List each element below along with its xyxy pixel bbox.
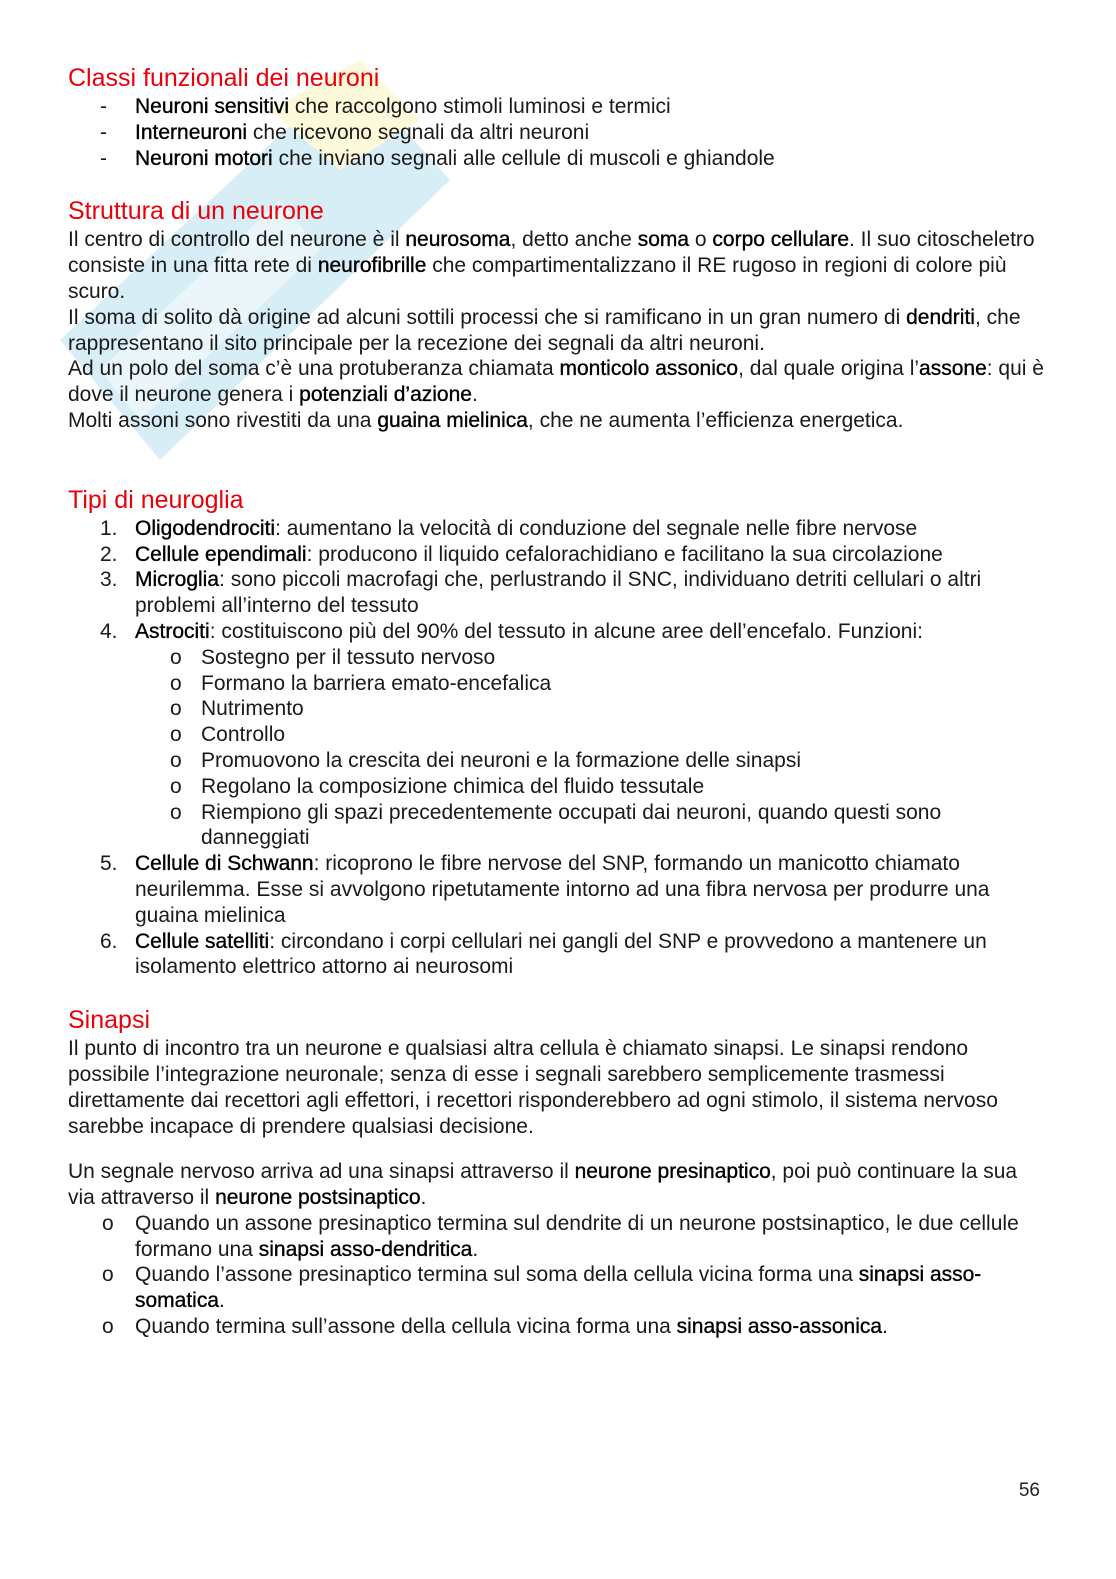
list-item: 3. Microglia: sono piccoli macrofagi che, perlustrando il SNC, individuano detriti cellulari o altri problemi all’interno del tessuto	[100, 568, 982, 618]
list-funzioni-astrociti	[68, 645, 1048, 851]
list-item: o Promuovono la crescita dei neuroni e la formazione delle sinapsi	[170, 748, 801, 772]
heading-tipi-neuroglia: Tipi di neuroglia	[68, 485, 244, 514]
list-neuroglia-cont	[68, 851, 1048, 980]
paragraph-struttura-3: Ad un polo del soma c’è una protuberanza chiamata monticolo assonico, dal quale origina l’assone: qui è dove il neurone genera i potenziali d’azione.	[68, 357, 1044, 407]
paragraph-sinapsi-2: Un segnale nervoso arriva ad una sinapsi attraverso il neurone presinaptico, poi può continuare la sua via attraverso il neurone postsinaptico.	[68, 1160, 1018, 1210]
heading-classi-funzionali: Classi funzionali dei neuroni	[68, 64, 380, 92]
paragraph-struttura-1: Il centro di controllo del neurone è il neurosoma, detto anche soma o corpo cellulare. Il suo citoscheletro consiste in una fitta rete di neurofibrille che compartimentalizzano il RE rugoso in regioni di colore più scuro.	[68, 228, 1035, 303]
document-page	[68, 62, 1048, 1340]
list-item: 6. Cellule satelliti: circondano i corpi cellulari nei gangli del SNP e provvedono a mantenere un isolamento elettrico attorno ai neurosomi	[100, 929, 987, 979]
list-item: - Interneuroni che ricevono segnali da altri neuroni	[100, 120, 590, 144]
list-item: o Sostegno per il tessuto nervoso	[170, 645, 496, 669]
list-item: o Riempiono gli spazi precedentemente occupati dai neuroni, quando questi sono danneggiati	[170, 800, 942, 850]
heading-struttura-neurone: Struttura di un neurone	[68, 197, 324, 226]
list-item: o Nutrimento	[170, 697, 304, 721]
heading-sinapsi: Sinapsi	[68, 1006, 150, 1035]
list-item: 2. Cellule ependimali: producono il liquido cefalorachidiano e facilitano la sua circolazione	[100, 542, 943, 566]
list-item: o Regolano la composizione chimica del fluido tessutale	[170, 774, 705, 798]
page-number: 56	[1018, 1480, 1040, 1501]
paragraph-struttura-2: Il soma di solito dà origine ad alcuni sottili processi che si ramificano in un gran numero di dendriti, che rappresentano il sito principale per la recezione dei segnali da altri neuroni.	[68, 305, 1021, 355]
list-item: 5. Cellule di Schwann: ricoprono le fibre nervose del SNP, formando un manicotto chiamato neurilemma. Esse si avvolgono ripetutamente intorno ad una fibra nervosa per produrre una guaina mielinica	[100, 852, 990, 927]
list-item: 4. Astrociti: costituiscono più del 90% del tessuto in alcune aree dell’encefalo. Funzioni:	[100, 619, 923, 643]
paragraph-struttura-4: Molti assoni sono rivestiti da una guaina mielinica, che ne aumenta l’efficienza energetica.	[68, 408, 904, 432]
list-item: o Quando l’assone presinaptico termina sul soma della cellula vicina forma una sinapsi asso-somatica.	[102, 1263, 982, 1313]
list-tipi-sinapsi	[68, 1211, 1048, 1340]
list-neuroglia	[68, 516, 1048, 645]
list-classi-funzionali	[68, 94, 1048, 171]
list-item: o Quando termina sull’assone della cellula vicina forma una sinapsi asso-assonica.	[102, 1315, 888, 1339]
list-item: - Neuroni sensitivi che raccolgono stimoli luminosi e termici	[100, 95, 671, 118]
paragraph-sinapsi-1: Il punto di incontro tra un neurone e qualsiasi altra cellula è chiamato sinapsi. Le sinapsi rendono possibile l’integrazione neuronale; senza di esse i segnali sarebbero semplicemente trasmessi direttamente dai recettori agli effettori, i recettori risponderebbero ad ogni stimolo, il sistema nervoso sarebbe incapace di prendere qualsiasi decisione.	[68, 1037, 998, 1138]
list-item: o Quando un assone presinaptico termina sul dendrite di un neurone postsinaptico, le due cellule formano una sinapsi asso-dendritica.	[102, 1211, 1019, 1261]
list-item: 1. Oligodendrociti: aumentano la velocità di conduzione del segnale nelle fibre nervose	[100, 516, 918, 540]
list-item: - Neuroni motori che inviano segnali alle cellule di muscoli e ghiandole	[100, 146, 775, 170]
list-item: o Formano la barriera emato-encefalica	[170, 671, 552, 695]
list-item: o Controllo	[170, 723, 286, 747]
